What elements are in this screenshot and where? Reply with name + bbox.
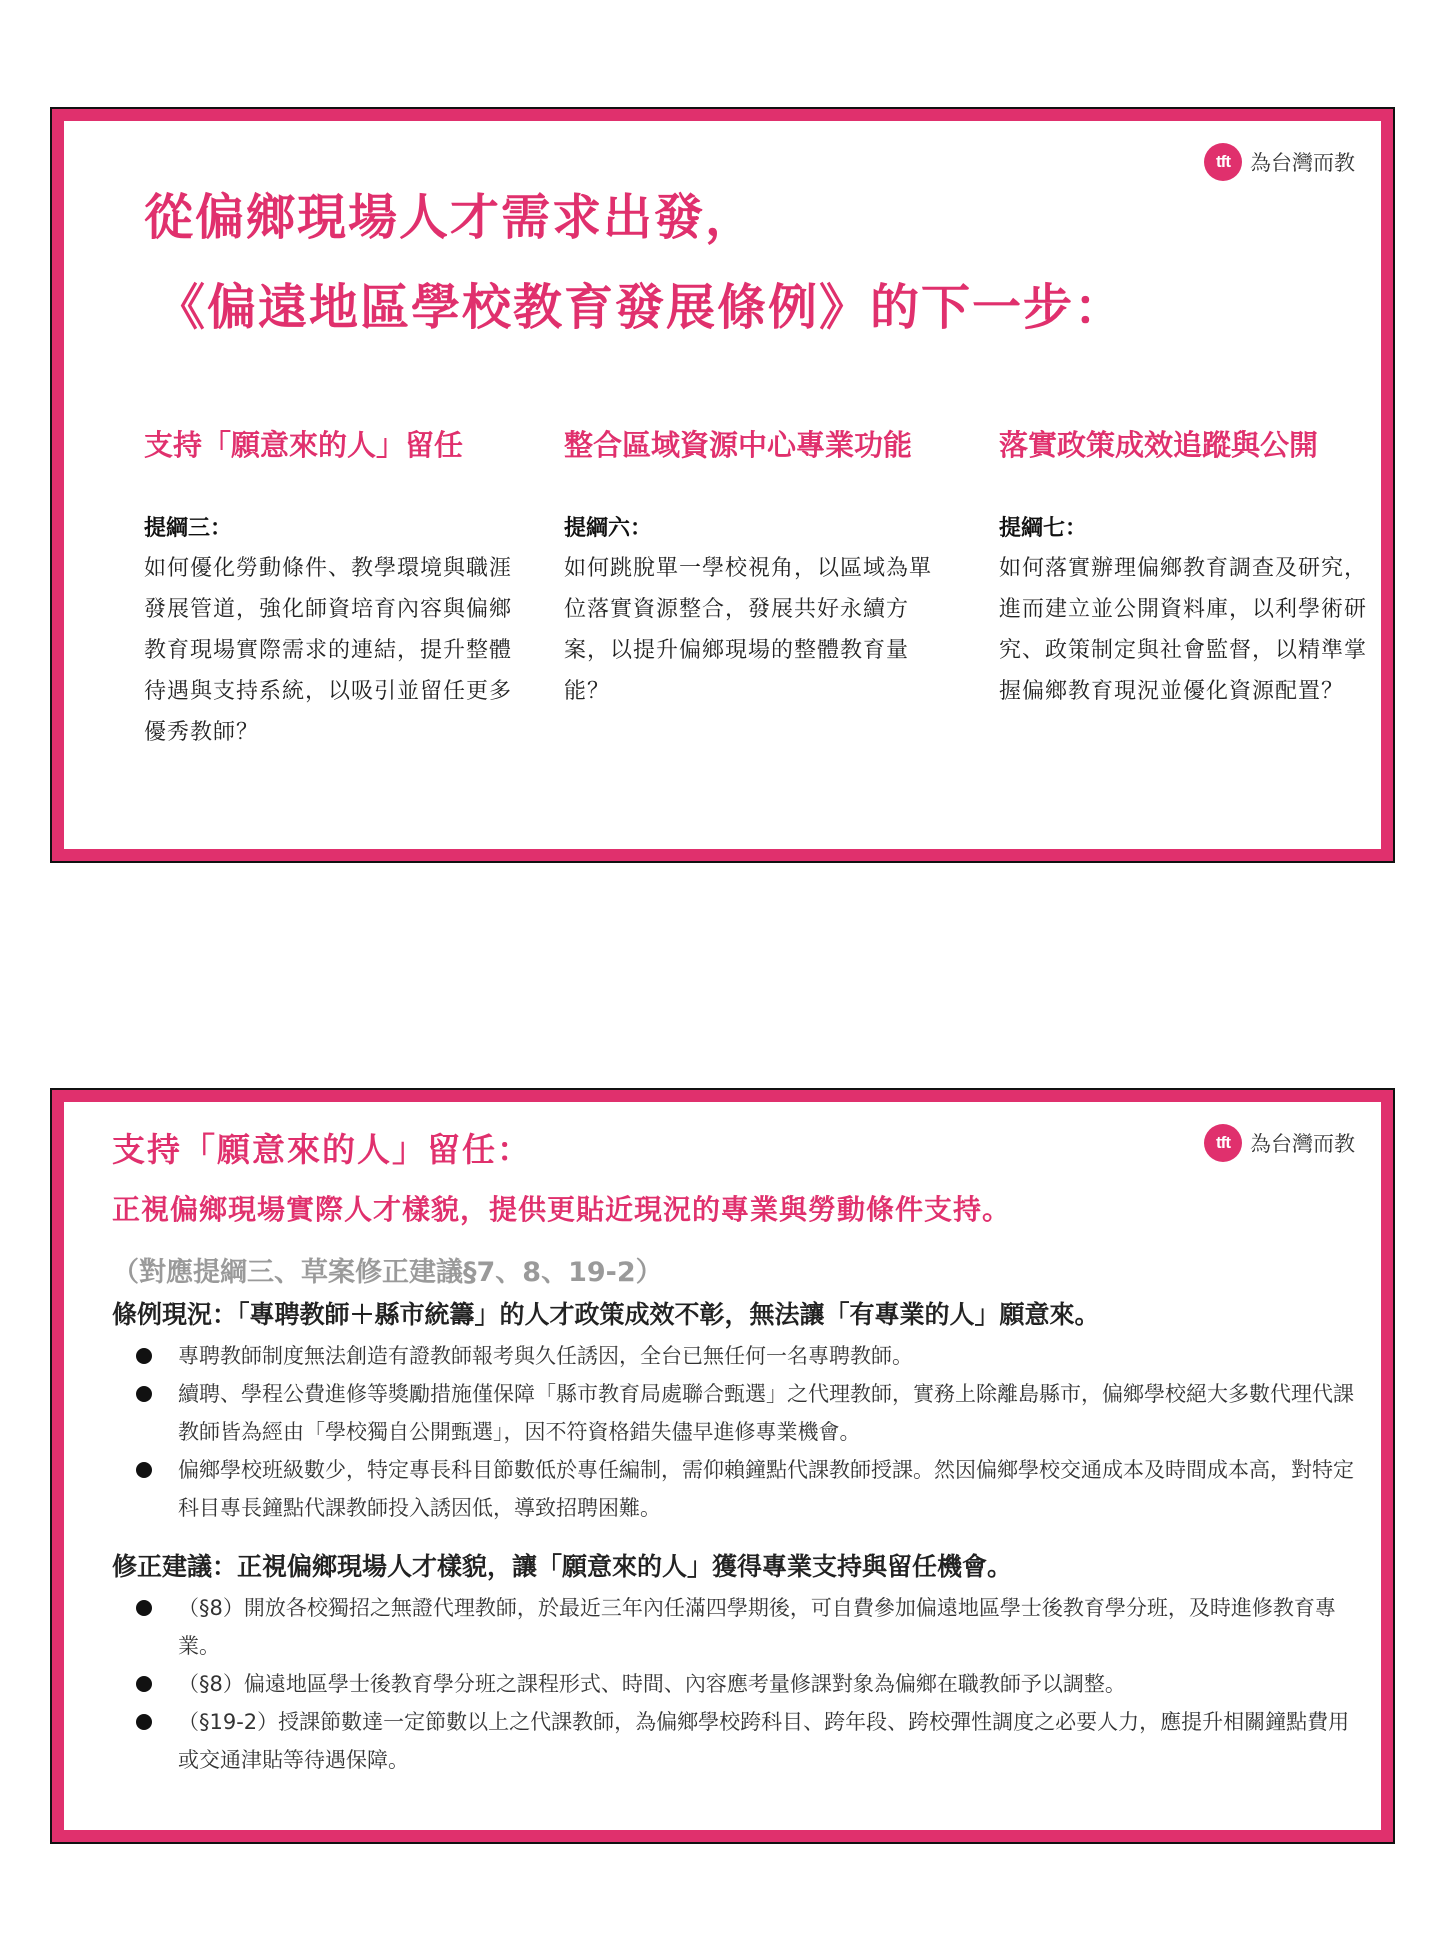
tft-logo-icon: tft xyxy=(1204,143,1242,181)
title-line-2: 《偏遠地區學校教育發展條例》的下一步： xyxy=(156,279,1126,336)
section-recommendation-title: 修正建議：正視偏鄉現場人才樣貌，讓「願意來的人」獲得專業支持與留任機會。 xyxy=(112,1552,1013,1581)
title-line-1: 從偏鄉現場人才需求出發， xyxy=(144,189,757,246)
slide-2-content xyxy=(64,1102,1381,1830)
list-item xyxy=(112,1703,1355,1779)
slide-2-body xyxy=(112,1124,1355,1779)
column-label: 提綱七： xyxy=(999,516,1088,541)
logo xyxy=(1204,143,1355,181)
recommendation-list xyxy=(112,1589,1355,1779)
list-item-text: 續聘、學程公費進修等獎勵措施僅保障「縣市教育局處聯合甄選」之代理教師，實務上除離島縣市，偏鄉學校絕大多數代理代課教師皆為經由「學校獨自公開甄選」，因不符資格錯失儘早進修專業機會。 xyxy=(178,1382,1354,1444)
list-item-text: （§8）偏遠地區學士後教育學分班之課程形式、時間、內容應考量修課對象為偏鄉在職教師予以調整。 xyxy=(178,1672,1126,1696)
list-item-text: （§19-2）授課節數達一定節數以上之代課教師，為偏鄉學校跨科目、跨年段、跨校彈性調度之必要人力，應提升相關鐘點費用或交通津貼等待遇保障。 xyxy=(178,1710,1350,1772)
reference-note: （對應提綱三、草案修正建議§7、8、19-2） xyxy=(112,1257,663,1288)
bullet-icon xyxy=(136,1348,152,1364)
list-item xyxy=(112,1375,1355,1451)
list-item xyxy=(112,1665,1355,1703)
tft-logo-icon: tft xyxy=(1204,1124,1242,1162)
column-retention xyxy=(144,423,534,753)
list-item-text: （§8）開放各校獨招之無證代理教師，於最近三年內任滿四學期後，可自費參加偏遠地區學士後教育學分班，及時進修教育專業。 xyxy=(178,1596,1336,1658)
column-body: 如何跳脫單一學校視角，以區域為單位落實資源整合，發展共好永續方案，以提升偏鄉現場的整體教育量能？ xyxy=(564,556,933,704)
slide-1-content xyxy=(64,121,1381,849)
bullet-icon xyxy=(136,1386,152,1402)
slide-1-title xyxy=(144,173,1125,353)
slide-2-subheading: 正視偏鄉現場實際人才樣貌，提供更貼近現況的專業與勞動條件支持。 xyxy=(112,1193,1012,1226)
column-policy-tracking xyxy=(999,423,1389,712)
column-regional-resources xyxy=(564,423,954,712)
bullet-icon xyxy=(136,1714,152,1730)
bullet-icon xyxy=(136,1600,152,1616)
column-heading: 整合區域資源中心專業功能 xyxy=(564,428,913,462)
column-heading: 落實政策成效追蹤與公開 xyxy=(999,428,1319,462)
bullet-icon xyxy=(136,1462,152,1478)
column-body: 如何落實辦理偏鄉教育調查及研究，進而建立並公開資料庫，以利學術研究、政策制定與社會監督，以精準掌握偏鄉教育現況並優化資源配置？ xyxy=(999,556,1368,704)
slide-2-heading: 支持「願意來的人」留任： xyxy=(112,1130,532,1169)
list-item xyxy=(112,1337,1355,1375)
column-label: 提綱六： xyxy=(564,516,653,541)
slide-1 xyxy=(50,107,1395,863)
list-item-text: 專聘教師制度無法創造有證教師報考與久任誘因，全台已無任何一名專聘教師。 xyxy=(178,1344,913,1368)
section-current-status-title: 條例現況：「專聘教師＋縣市統籌」的人才政策成效不彰，無法讓「有專業的人」願意來。 xyxy=(112,1300,1100,1329)
logo-text: 為台灣而教 xyxy=(1250,151,1355,175)
column-body: 如何優化勞動條件、教學環境與職涯發展管道，強化師資培育內容與偏鄉教育現場實際需求的連結，提升整體待遇與支持系統，以吸引並留任更多優秀教師？ xyxy=(144,556,513,745)
list-item xyxy=(112,1589,1355,1665)
list-item-text: 偏鄉學校班級數少，特定專長科目節數低於專任編制，需仰賴鐘點代課教師授課。然因偏鄉學校交通成本及時間成本高，對特定科目專長鐘點代課教師投入誘因低，導致招聘困難。 xyxy=(178,1458,1354,1520)
list-item xyxy=(112,1451,1355,1527)
bullet-icon xyxy=(136,1676,152,1692)
slide-2 xyxy=(50,1088,1395,1844)
current-status-list xyxy=(112,1337,1355,1527)
column-label: 提綱三： xyxy=(144,516,233,541)
logo-text: 為台灣而教 xyxy=(1250,1132,1355,1156)
column-heading: 支持「願意來的人」留任 xyxy=(144,428,464,462)
